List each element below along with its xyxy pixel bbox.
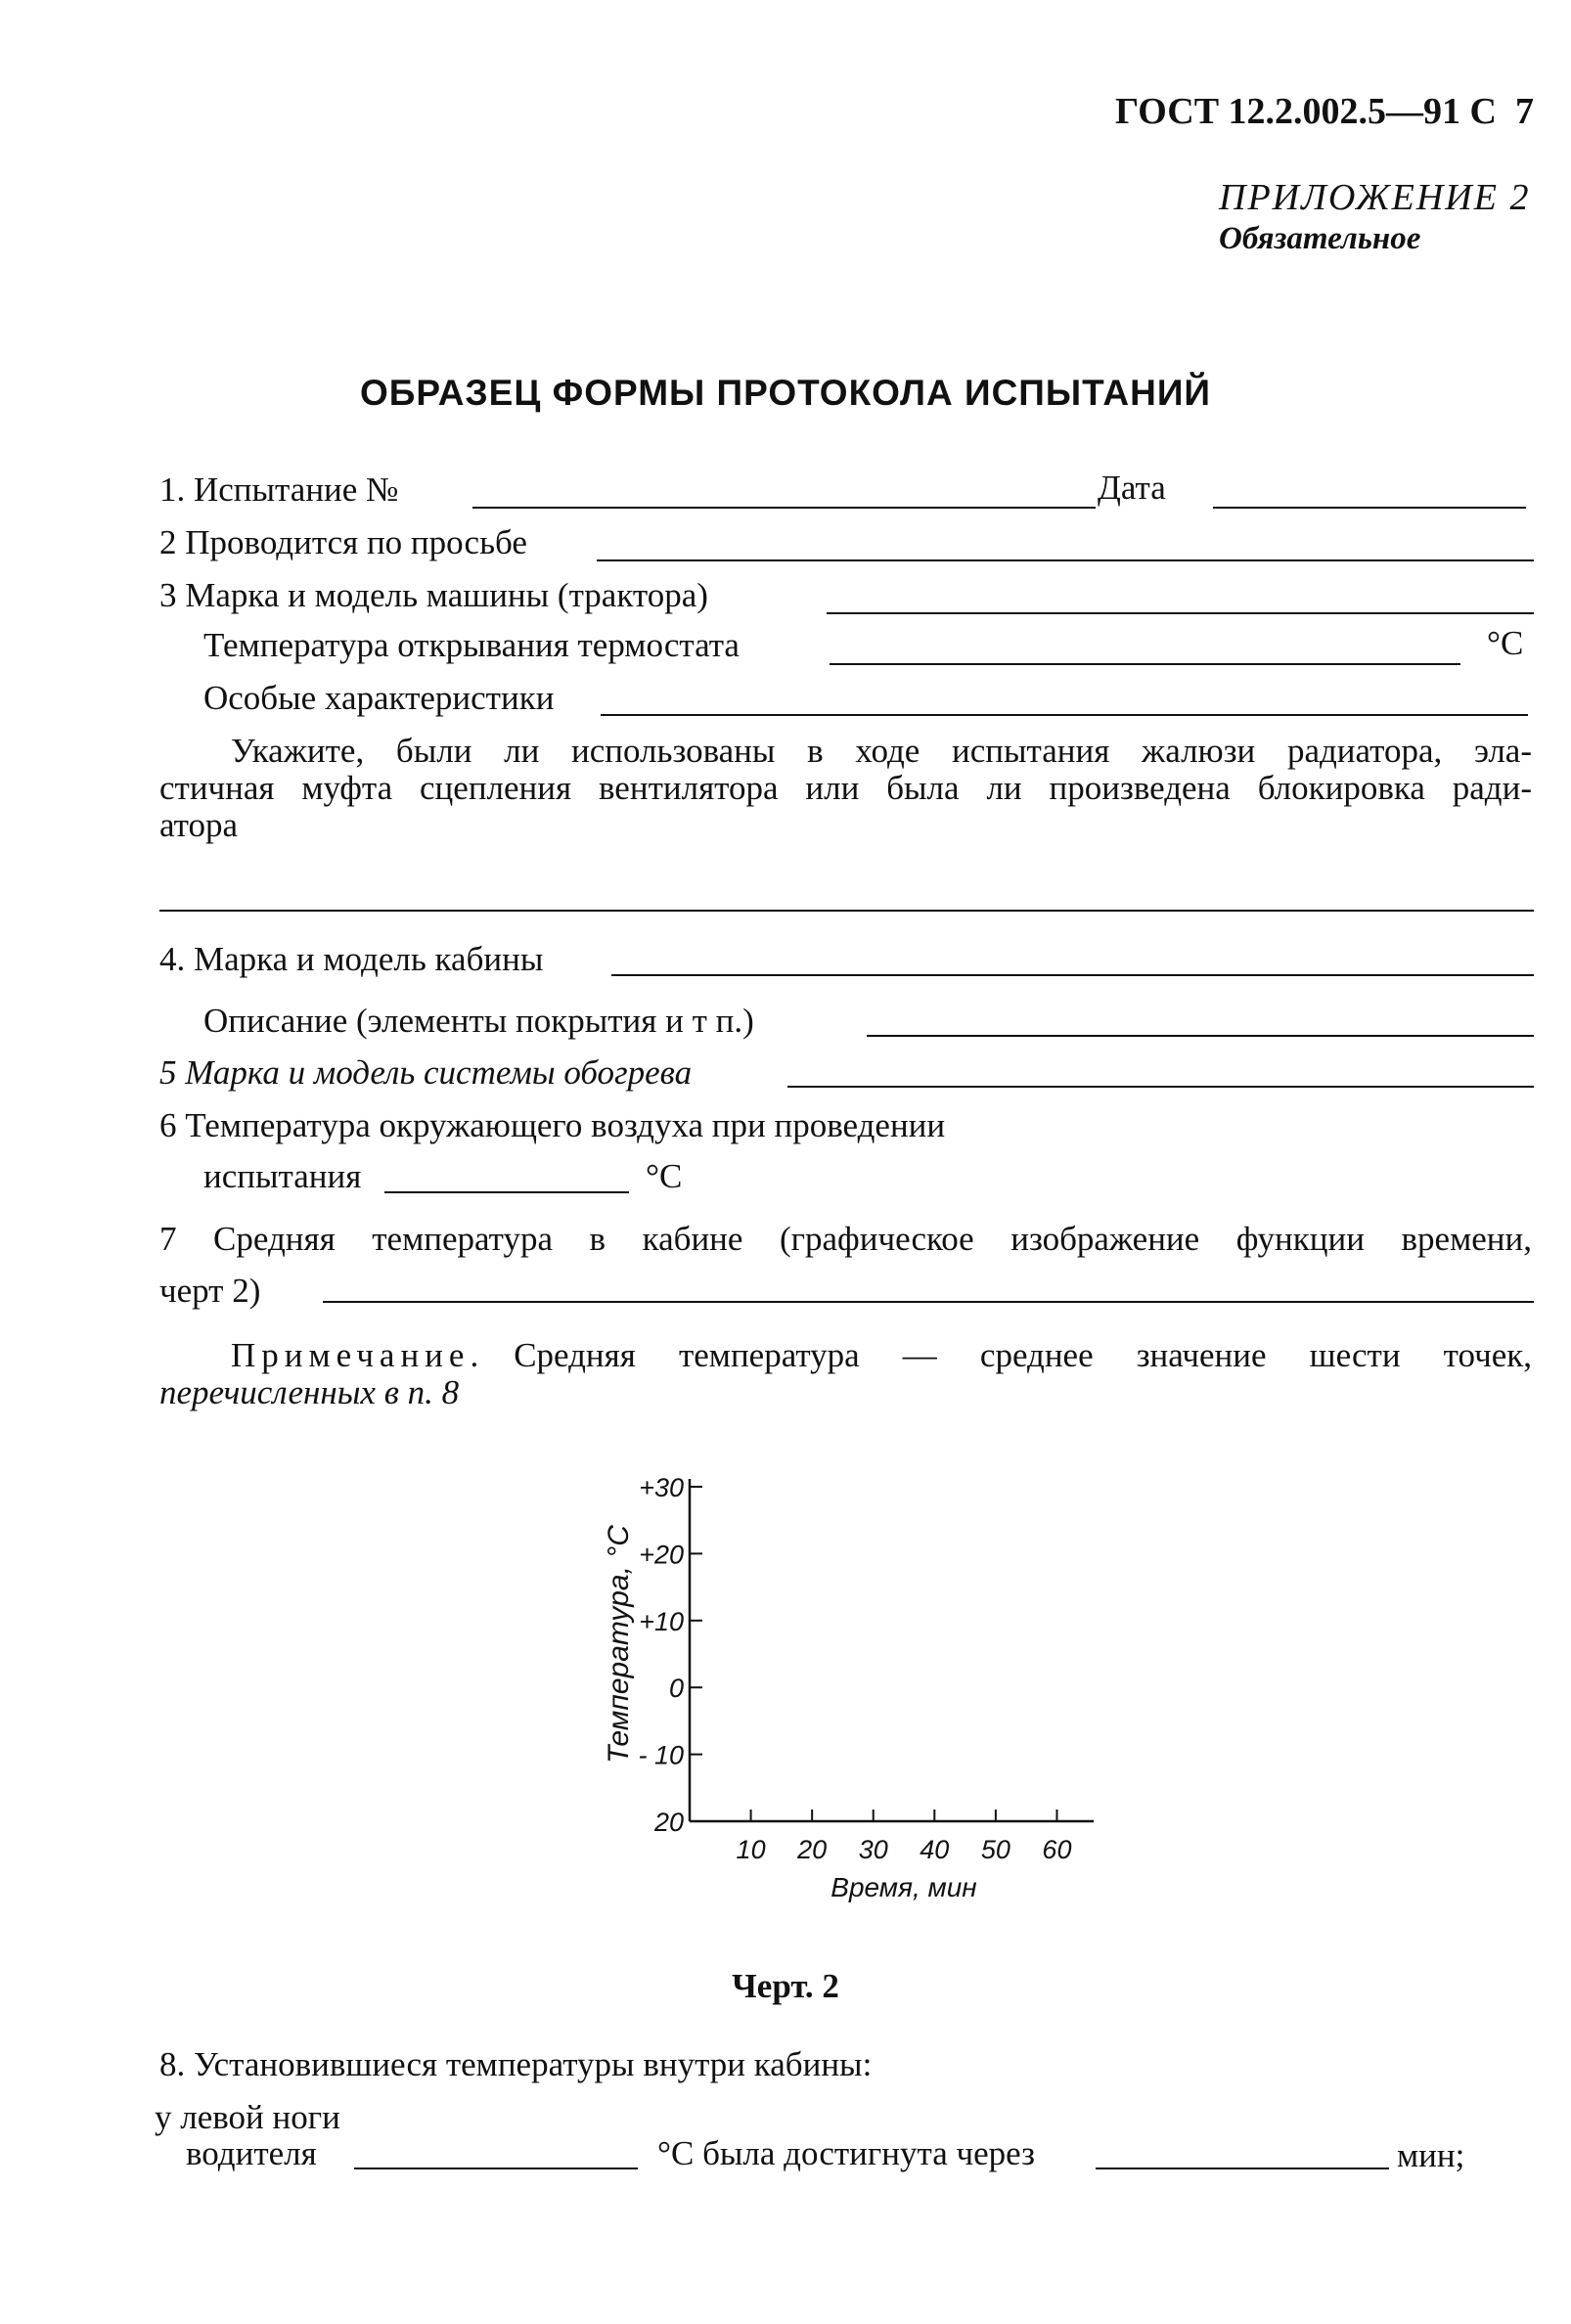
y-tick-label: +20: [639, 1540, 684, 1570]
y-tick-label: - 10: [638, 1740, 684, 1770]
item8-label: 8. Установившиеся температуры внутри кабины:: [159, 2045, 873, 2083]
x-axis-label: Время, мин: [830, 1872, 977, 1902]
item7-line2: черт 2): [159, 1272, 261, 1310]
item8-driver: водителя: [186, 2134, 317, 2172]
y-tick-label: 0: [668, 1674, 684, 1704]
y-axis-label: Температура, °С: [603, 1525, 635, 1764]
thermostat-label: Температура открывания термостата: [203, 626, 740, 664]
item1-label: 1. Испытание №: [159, 470, 399, 509]
item3-label: 3 Марка и модель машины (трактора): [159, 576, 708, 614]
x-tick-label: 30: [858, 1835, 888, 1864]
item8-time-field[interactable]: [1096, 2168, 1389, 2169]
x-tick-label: 60: [1042, 1835, 1072, 1864]
item8-left-foot: у левой ноги: [155, 2098, 340, 2136]
note-label: Примечание.: [231, 1336, 485, 1374]
page-title: ОБРАЗЕЦ ФОРМЫ ПРОТОКОЛА ИСПЫТАНИЙ: [359, 373, 1212, 413]
item4-desc-label: Описание (элементы покрытия и т п.): [203, 1002, 754, 1040]
x-tick-label: 20: [797, 1835, 828, 1864]
item5-label: 5 Марка и модель системы обогрева: [159, 1053, 693, 1092]
item3-note-line2: стичная муфта сцепления вентилятора или была ли произведена блокировка ради-: [159, 769, 1532, 807]
item3-note-line1: Укажите, были ли использованы в ходе испытания жалюзи радиатора, эла-: [231, 732, 1532, 770]
item6-unit: °С: [646, 1157, 683, 1195]
x-tick-label: 10: [736, 1835, 766, 1864]
x-tick-label: 40: [920, 1835, 950, 1864]
item2-label: 2 Проводится по просьбе: [159, 523, 527, 561]
note-text: Средняя температура — среднее значение шести точек,: [514, 1336, 1532, 1374]
item8-reached: °С была достигнута через: [657, 2134, 1035, 2172]
item6-line1: 6 Температура окружающего воздуха при проведении: [159, 1106, 946, 1144]
item4-label: 4. Марка и модель кабины: [159, 940, 544, 978]
item1-date-label: Дата: [1098, 469, 1166, 507]
item8-temp-field[interactable]: [354, 2168, 638, 2169]
y-tick-label: 20: [653, 1808, 684, 1837]
item8-unit: мин;: [1397, 2136, 1465, 2174]
appendix-title: ПРИЛОЖЕНИЕ 2: [1219, 177, 1531, 218]
x-tick-label: 50: [980, 1835, 1010, 1864]
thermostat-unit: °С: [1487, 624, 1524, 662]
page-number: 7: [1514, 91, 1534, 132]
figure-caption: Черт. 2: [732, 1967, 839, 2005]
note-line2: перечисленных в п. 8: [159, 1373, 460, 1411]
item6-line2: испытания: [203, 1157, 362, 1195]
special-label: Особые характеристики: [203, 679, 555, 717]
item3-note-line3: атора: [159, 806, 238, 844]
y-tick-label: +10: [639, 1606, 684, 1636]
item7-line1: 7 Средняя температура в кабине (графическое изображение функции времени,: [159, 1220, 1532, 1258]
standard-number: ГОСТ 12.2.002.5—91 С 7: [1115, 91, 1534, 132]
appendix-status: Обязательное: [1219, 221, 1421, 256]
y-tick-label: +30: [639, 1473, 684, 1502]
